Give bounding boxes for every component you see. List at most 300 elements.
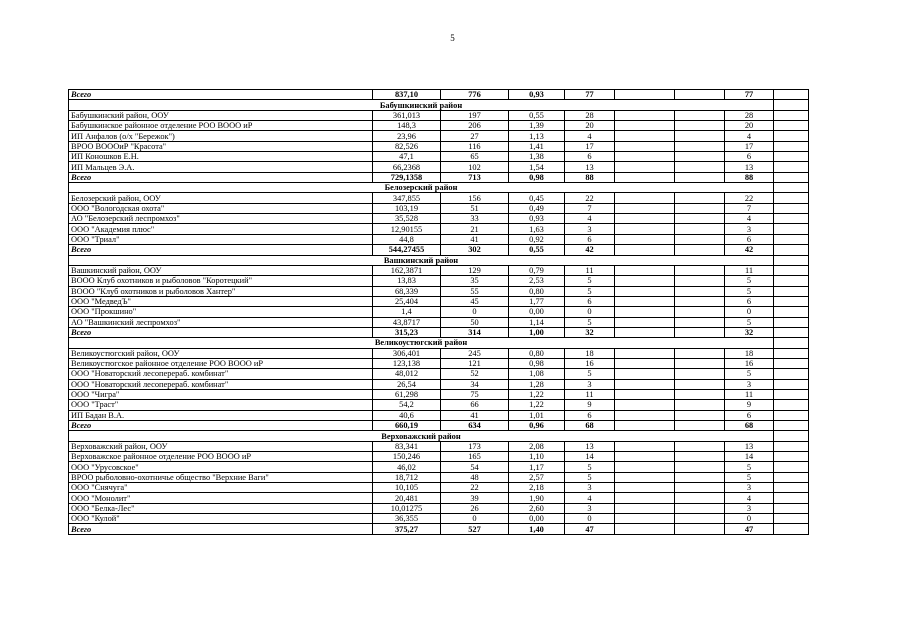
hunting-quota-table	[68, 89, 809, 535]
table-cell-name: ООО "Белка-Лес"	[69, 503, 373, 513]
table-cell-value: 0	[565, 514, 615, 524]
table-cell-value: 1,22	[509, 400, 565, 410]
table-cell-value	[615, 462, 675, 472]
table-cell-value	[774, 276, 809, 286]
table-cell-value: 6	[565, 296, 615, 306]
section-header-row	[69, 100, 809, 110]
table-cell-value	[774, 245, 809, 255]
table-row	[69, 193, 809, 203]
table-cell-value: 6	[565, 234, 615, 244]
section-header-row	[69, 338, 809, 348]
table-cell-value: 1,63	[509, 224, 565, 234]
table-cell-name: Бабушкинское районное отделение РОО ВООО иР	[69, 121, 373, 131]
table-cell-value	[615, 421, 675, 431]
table-cell-value: 103,19	[373, 203, 441, 213]
table-cell-value	[774, 421, 809, 431]
table-cell-value	[675, 483, 725, 493]
table-cell-value	[675, 203, 725, 213]
table-cell-value: 3	[725, 224, 774, 234]
table-cell-value: 5	[725, 472, 774, 482]
table-cell-value: 17	[565, 141, 615, 151]
table-cell-value	[774, 203, 809, 213]
table-cell-value: 776	[441, 90, 509, 100]
table-cell-value	[615, 472, 675, 482]
table-cell-name: ООО "Триал"	[69, 234, 373, 244]
table-cell-value: 1,22	[509, 389, 565, 399]
table-cell-value	[774, 317, 809, 327]
table-row	[69, 131, 809, 141]
table-cell-value: 82,526	[373, 141, 441, 151]
table-cell-value	[774, 379, 809, 389]
table-cell-value: 11	[725, 389, 774, 399]
table-cell-value: 0,45	[509, 193, 565, 203]
table-cell-value	[615, 514, 675, 524]
table-cell-value: 0,96	[509, 421, 565, 431]
table-cell-value: 14	[725, 452, 774, 462]
table-cell-value	[774, 431, 809, 441]
table-cell-value: 47	[565, 524, 615, 534]
table-row	[69, 307, 809, 317]
table-cell-value: 68,339	[373, 286, 441, 296]
table-cell-value: 9	[565, 400, 615, 410]
table-cell-value: 347,855	[373, 193, 441, 203]
table-cell-value	[675, 452, 725, 462]
table-cell-value: 23,96	[373, 131, 441, 141]
table-cell-value: 2,08	[509, 441, 565, 451]
table-cell-value	[675, 400, 725, 410]
table-cell-value	[615, 296, 675, 306]
table-cell-value: 837,10	[373, 90, 441, 100]
table-cell-name: ООО "Чигра"	[69, 389, 373, 399]
table-cell-value: 27	[441, 131, 509, 141]
table-cell-value: 3	[565, 503, 615, 513]
table-cell-value: 13,83	[373, 276, 441, 286]
table-cell-value: 5	[725, 276, 774, 286]
table-cell-value: 0	[565, 307, 615, 317]
table-cell-value: 44,8	[373, 234, 441, 244]
table-cell-value	[774, 400, 809, 410]
table-cell-value	[675, 245, 725, 255]
table-cell-value	[675, 172, 725, 182]
table-cell-value: 13	[725, 441, 774, 451]
table-cell-value: 11	[565, 265, 615, 275]
table-cell-value: 3	[565, 224, 615, 234]
table-cell-value: 20	[725, 121, 774, 131]
table-row	[69, 152, 809, 162]
table-cell-value: 13	[565, 162, 615, 172]
table-cell-value	[774, 224, 809, 234]
table-cell-value: 6	[565, 410, 615, 420]
table-cell-value: 55	[441, 286, 509, 296]
table-cell-name: Всего	[69, 421, 373, 431]
section-title: Великоустюгский район	[69, 338, 774, 348]
table-cell-value	[675, 421, 725, 431]
table-cell-value: 20	[565, 121, 615, 131]
table-cell-value: 162,3871	[373, 265, 441, 275]
table-cell-value	[615, 410, 675, 420]
table-cell-value	[615, 400, 675, 410]
table-cell-value: 1,41	[509, 141, 565, 151]
table-cell-value: 634	[441, 421, 509, 431]
table-cell-value: 0	[441, 307, 509, 317]
table-cell-value	[675, 296, 725, 306]
table-cell-value: 544,27455	[373, 245, 441, 255]
table-cell-value: 0,55	[509, 110, 565, 120]
table-cell-value: 1,17	[509, 462, 565, 472]
table-cell-name: Великоустюгский район, ООУ	[69, 348, 373, 358]
table-cell-value	[675, 276, 725, 286]
table-cell-value	[675, 307, 725, 317]
table-cell-value	[675, 462, 725, 472]
table-cell-value	[675, 441, 725, 451]
table-cell-value: 22	[725, 193, 774, 203]
table-cell-value: 18	[565, 348, 615, 358]
table-cell-value: 102	[441, 162, 509, 172]
table-cell-value	[615, 131, 675, 141]
table-cell-value	[675, 379, 725, 389]
table-cell-value	[675, 121, 725, 131]
table-row	[69, 514, 809, 524]
table-row	[69, 265, 809, 275]
table-cell-value: 6	[565, 152, 615, 162]
table-cell-value: 46,02	[373, 462, 441, 472]
table-cell-value	[615, 234, 675, 244]
table-cell-name: ООО "Монолит"	[69, 493, 373, 503]
table-cell-value	[774, 348, 809, 358]
table-cell-value	[675, 389, 725, 399]
table-cell-value: 197	[441, 110, 509, 120]
table-cell-value: 156	[441, 193, 509, 203]
table-cell-value	[774, 214, 809, 224]
table-cell-value: 1,38	[509, 152, 565, 162]
table-cell-value	[675, 141, 725, 151]
table-cell-name: Великоустюгское районное отделение РОО ВООО иР	[69, 358, 373, 368]
total-row	[69, 90, 809, 100]
table-row	[69, 121, 809, 131]
table-cell-name: ООО "Кулой"	[69, 514, 373, 524]
table-cell-value	[675, 162, 725, 172]
table-cell-value: 25,404	[373, 296, 441, 306]
table-cell-value: 18,712	[373, 472, 441, 482]
table-cell-value: 16	[725, 358, 774, 368]
table-cell-name: АО "Вашкинский леспромхоз"	[69, 317, 373, 327]
table-cell-value: 88	[725, 172, 774, 182]
table-cell-value: 2,60	[509, 503, 565, 513]
table-cell-value: 48	[441, 472, 509, 482]
table-cell-value: 34	[441, 379, 509, 389]
table-cell-name: ВООО "Клуб охотников и рыболовов Хантер"	[69, 286, 373, 296]
table-cell-value: 1,54	[509, 162, 565, 172]
table-cell-value: 28	[565, 110, 615, 120]
table-row	[69, 379, 809, 389]
table-cell-value: 13	[725, 162, 774, 172]
table-cell-value	[615, 317, 675, 327]
table-cell-value: 45	[441, 296, 509, 306]
table-cell-value: 47	[725, 524, 774, 534]
table-cell-value: 6	[725, 296, 774, 306]
total-row	[69, 524, 809, 534]
table-cell-value	[774, 338, 809, 348]
table-cell-value: 148,3	[373, 121, 441, 131]
table-cell-value: 4	[725, 214, 774, 224]
table-cell-value: 14	[565, 452, 615, 462]
table-cell-value: 13	[565, 441, 615, 451]
table-cell-value	[774, 307, 809, 317]
table-cell-name: ООО "Снячуга"	[69, 483, 373, 493]
table-row	[69, 224, 809, 234]
table-cell-value: 4	[565, 131, 615, 141]
section-header-row	[69, 183, 809, 193]
table-cell-name: ООО "Академия плюс"	[69, 224, 373, 234]
table-cell-value: 5	[565, 462, 615, 472]
table-cell-value: 28	[725, 110, 774, 120]
table-cell-value	[774, 472, 809, 482]
table-cell-value: 68	[565, 421, 615, 431]
table-cell-value	[675, 503, 725, 513]
table-cell-value: 121	[441, 358, 509, 368]
table-cell-value: 375,27	[373, 524, 441, 534]
table-cell-value: 42	[565, 245, 615, 255]
table-cell-value: 527	[441, 524, 509, 534]
table-cell-value	[615, 162, 675, 172]
table-cell-value: 2,18	[509, 483, 565, 493]
table-cell-value: 5	[725, 286, 774, 296]
table-cell-value: 12,90155	[373, 224, 441, 234]
table-row	[69, 162, 809, 172]
table-cell-value: 206	[441, 121, 509, 131]
table-cell-value	[615, 379, 675, 389]
table-cell-value: 77	[725, 90, 774, 100]
table-row	[69, 441, 809, 451]
table-cell-name: ООО "Траст"	[69, 400, 373, 410]
table-cell-value	[774, 234, 809, 244]
table-cell-value	[675, 514, 725, 524]
table-cell-value: 0,98	[509, 172, 565, 182]
table-cell-value	[615, 452, 675, 462]
table-cell-value: 3	[725, 483, 774, 493]
table-cell-value	[774, 389, 809, 399]
table-cell-value: 35,528	[373, 214, 441, 224]
table-cell-value	[774, 100, 809, 110]
table-cell-value: 68	[725, 421, 774, 431]
table-cell-value	[675, 90, 725, 100]
table-cell-value	[774, 503, 809, 513]
table-row	[69, 214, 809, 224]
table-cell-value	[774, 183, 809, 193]
section-header-row	[69, 431, 809, 441]
table-cell-value	[774, 152, 809, 162]
table-cell-value: 165	[441, 452, 509, 462]
table-cell-value	[615, 369, 675, 379]
table-cell-value: 75	[441, 389, 509, 399]
table-cell-name: Верховажский район, ООУ	[69, 441, 373, 451]
table-cell-name: ООО "Прокшино"	[69, 307, 373, 317]
table-cell-value: 21	[441, 224, 509, 234]
table-row	[69, 348, 809, 358]
table-cell-value: 1,77	[509, 296, 565, 306]
table-row	[69, 234, 809, 244]
table-cell-value	[615, 286, 675, 296]
table-cell-value: 6	[725, 410, 774, 420]
table-cell-value	[774, 369, 809, 379]
table-cell-value: 713	[441, 172, 509, 182]
table-cell-value: 47,1	[373, 152, 441, 162]
table-cell-name: ВООО Клуб охотников и рыболовов "Коротецкий"	[69, 276, 373, 286]
table-cell-name: ООО "Вологодская охота"	[69, 203, 373, 213]
table-cell-name: Всего	[69, 172, 373, 182]
table-row	[69, 410, 809, 420]
table-row	[69, 276, 809, 286]
table-cell-value: 315,23	[373, 327, 441, 337]
table-cell-value	[774, 193, 809, 203]
table-cell-name: Всего	[69, 245, 373, 255]
table-cell-value	[774, 441, 809, 451]
table-cell-value: 83,341	[373, 441, 441, 451]
table-cell-value: 0,79	[509, 265, 565, 275]
table-cell-value: 10,105	[373, 483, 441, 493]
table-cell-value: 7	[565, 203, 615, 213]
table-cell-value	[615, 358, 675, 368]
table-cell-value: 4	[565, 214, 615, 224]
table-cell-value: 36,355	[373, 514, 441, 524]
table-row	[69, 462, 809, 472]
table-cell-value: 50	[441, 317, 509, 327]
total-row	[69, 421, 809, 431]
table-cell-name: Всего	[69, 327, 373, 337]
table-cell-value	[774, 172, 809, 182]
table-cell-value: 2,53	[509, 276, 565, 286]
table-cell-name: Всего	[69, 90, 373, 100]
table-cell-value: 35	[441, 276, 509, 286]
table-cell-value	[615, 265, 675, 275]
section-title: Бабушкинский район	[69, 100, 774, 110]
table-cell-name: Бабушкинский район, ООУ	[69, 110, 373, 120]
total-row	[69, 327, 809, 337]
table-row	[69, 493, 809, 503]
table-cell-value	[675, 472, 725, 482]
table-cell-value	[774, 524, 809, 534]
table-body	[69, 90, 809, 535]
table-cell-value	[774, 358, 809, 368]
table-cell-value: 1,40	[509, 524, 565, 534]
table-cell-value: 0,80	[509, 348, 565, 358]
table-cell-value: 306,401	[373, 348, 441, 358]
table-row	[69, 369, 809, 379]
table-cell-value: 150,246	[373, 452, 441, 462]
table-cell-value: 361,013	[373, 110, 441, 120]
table-cell-value	[774, 410, 809, 420]
table-cell-value	[615, 214, 675, 224]
table-cell-value: 1,01	[509, 410, 565, 420]
table-cell-name: ИП Бадан В.А.	[69, 410, 373, 420]
table-cell-name: Вашкинский район, ООУ	[69, 265, 373, 275]
table-cell-value: 0,49	[509, 203, 565, 213]
table-cell-value	[774, 131, 809, 141]
table-cell-value	[675, 369, 725, 379]
table-cell-value	[675, 110, 725, 120]
table-cell-value	[675, 265, 725, 275]
table-cell-value: 41	[441, 410, 509, 420]
table-cell-value	[615, 121, 675, 131]
table-row	[69, 358, 809, 368]
section-title: Верховажский район	[69, 431, 774, 441]
table-row	[69, 203, 809, 213]
table-cell-value	[774, 110, 809, 120]
table-cell-value	[675, 286, 725, 296]
table-cell-value	[615, 389, 675, 399]
table-cell-value: 6	[725, 234, 774, 244]
table-cell-value: 116	[441, 141, 509, 151]
table-cell-name: ИП Коношков Е.Н.	[69, 152, 373, 162]
table-row	[69, 141, 809, 151]
table-cell-value	[675, 493, 725, 503]
table-cell-value: 32	[565, 327, 615, 337]
table-cell-value: 660,19	[373, 421, 441, 431]
table-cell-value	[615, 483, 675, 493]
table-cell-value	[615, 493, 675, 503]
table-cell-value: 1,4	[373, 307, 441, 317]
table-cell-name: ВРОО рыболовно-охотничье общество "Верхние Ваги"	[69, 472, 373, 482]
table-cell-value: 11	[725, 265, 774, 275]
table-cell-value: 0,00	[509, 514, 565, 524]
table-cell-value	[675, 327, 725, 337]
table-cell-value: 5	[725, 317, 774, 327]
table-cell-value: 88	[565, 172, 615, 182]
table-row	[69, 110, 809, 120]
table-cell-value: 1,14	[509, 317, 565, 327]
table-cell-value	[615, 245, 675, 255]
table-cell-value	[615, 327, 675, 337]
table-cell-name: Белозерский район, ООУ	[69, 193, 373, 203]
table-cell-value: 123,138	[373, 358, 441, 368]
table-cell-value: 4	[725, 493, 774, 503]
table-cell-value: 18	[725, 348, 774, 358]
page-number: 5	[450, 33, 455, 43]
table-cell-value	[615, 441, 675, 451]
total-row	[69, 172, 809, 182]
table-cell-value: 39	[441, 493, 509, 503]
table-cell-value: 0,80	[509, 286, 565, 296]
table-row	[69, 296, 809, 306]
table-cell-value: 66	[441, 400, 509, 410]
table-cell-value: 41	[441, 234, 509, 244]
table-cell-value	[615, 203, 675, 213]
table-cell-value: 11	[565, 389, 615, 399]
table-cell-name: ООО "Новаторский лесоперераб. комбинат"	[69, 379, 373, 389]
table-cell-value: 1,10	[509, 452, 565, 462]
table-cell-value: 9	[725, 400, 774, 410]
table-cell-value: 10,01275	[373, 503, 441, 513]
table-cell-name: ООО "Новаторский лесоперераб. комбинат"	[69, 369, 373, 379]
table-cell-value: 42	[725, 245, 774, 255]
table-cell-value: 0	[725, 514, 774, 524]
table-cell-value: 77	[565, 90, 615, 100]
table-cell-value: 32	[725, 327, 774, 337]
table-cell-value: 48,012	[373, 369, 441, 379]
table-cell-value: 54,2	[373, 400, 441, 410]
table-cell-value	[774, 255, 809, 265]
table-cell-value: 3	[565, 483, 615, 493]
table-cell-value: 6	[725, 152, 774, 162]
table-row	[69, 400, 809, 410]
section-title: Вашкинский район	[69, 255, 774, 265]
table-cell-value: 1,08	[509, 369, 565, 379]
table-cell-value: 16	[565, 358, 615, 368]
table-cell-value	[615, 141, 675, 151]
table-cell-value: 26,54	[373, 379, 441, 389]
table-cell-value	[675, 214, 725, 224]
table-cell-value: 54	[441, 462, 509, 472]
